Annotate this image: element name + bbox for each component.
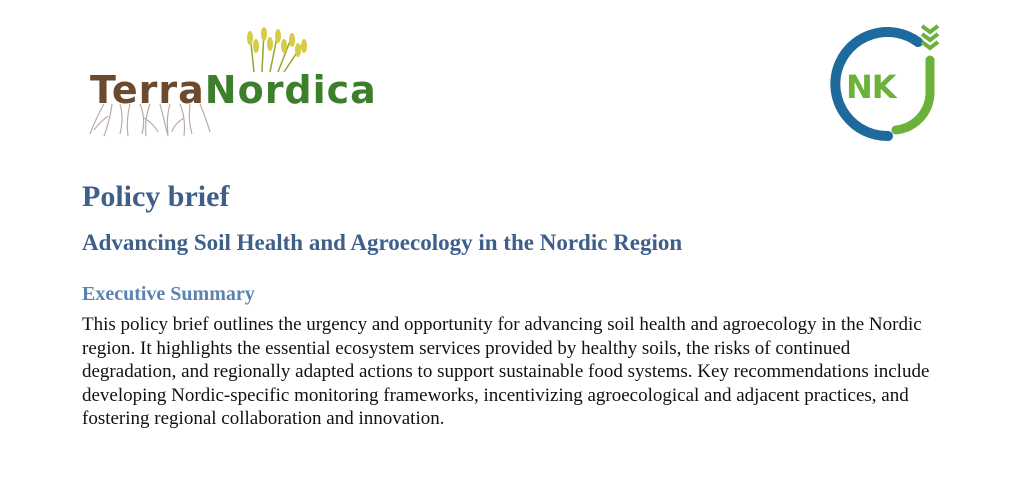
executive-summary-paragraph: This policy brief outlines the urgency and opportunity for advancing soil health and agroecology in the Nordic region. It highlights the essential ecosystem services provided by healthy soils, the risks of continued degradation, and regionally adapted actions to support sustainable food systems. Key recommendations include developing Nordic-specific monitoring frameworks, incentivizing agroecological and adjacent practices, and fostering regional collaboration and innovation. xyxy=(82,314,930,429)
section-heading-executive-summary: Executive Summary xyxy=(82,283,255,305)
page-subtitle: Advancing Soil Health and Agroecology in the Nordic Region xyxy=(82,230,683,255)
nkj-letters: NK xyxy=(846,68,896,106)
page-title: Policy brief xyxy=(82,180,230,213)
logo-word-terra: Terra xyxy=(90,68,205,112)
logo-word-nordica: Nordica xyxy=(204,68,377,112)
terranordica-wordmark xyxy=(90,68,377,112)
terranordica-logo xyxy=(84,24,377,140)
nkj-logo xyxy=(826,20,950,144)
